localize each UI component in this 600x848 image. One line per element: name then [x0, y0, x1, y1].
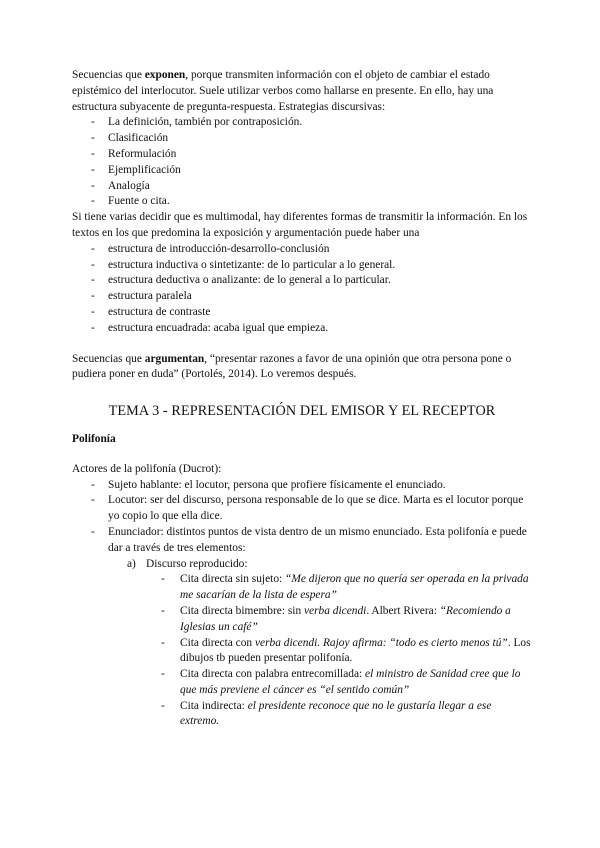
keyword-exponen: exponen — [144, 69, 186, 81]
list-item: - La definición, también por contraposición. — [72, 115, 532, 131]
paragraph-multimodal: Si tiene varias decidir que es multimodal, hay diferentes formas de transmitir la información. En los textos en los que predomina la exposición y argumentación puede haber una — [72, 211, 528, 239]
sublist-marker: a) — [127, 557, 136, 570]
strategies-list — [72, 115, 532, 210]
quote-types-list — [72, 572, 532, 730]
list-item: - Ejemplificación — [72, 163, 532, 179]
list-item: - estructura deductiva o analizante: de lo general a lo particular. — [72, 273, 532, 289]
subsection-heading: Polifonía — [72, 432, 116, 445]
list-item: - Sujeto hablante: el locutor, persona que profiere físicamente el enunciado. — [72, 478, 532, 494]
list-item: - Analogía — [72, 179, 532, 195]
paragraph-argumentan: Secuencias que argumentan, “presentar razones a favor de una opinión que otra persona pone o pudiera poner en duda” (Portolés, 2014). Lo veremos después. — [72, 352, 512, 381]
list-item: - Cita directa con palabra entrecomillada: el ministro de Sanidad cree que lo que más previene el cáncer es “el sentido común” — [72, 667, 532, 699]
list-item: - estructura encuadrada: acaba igual que empieza. — [72, 321, 532, 337]
document-page — [72, 68, 532, 730]
list-item: - estructura inductiva o sintetizante: de lo particular a lo general. — [72, 258, 532, 274]
list-item: - Cita directa bimembre: sin verba dicendi. Albert Rivera: “Recomiendo a Iglesias un café” — [72, 604, 532, 636]
list-item: - Cita directa sin sujeto: “Me dijeron que no quería ser operada en la privada me sacarían de la lista de espera” — [72, 572, 532, 604]
section-heading: TEMA 3 - REPRESENTACIÓN DEL EMISOR Y EL RECEPTOR — [108, 403, 496, 420]
actors-list — [72, 478, 532, 557]
list-item: - estructura paralela — [72, 289, 532, 305]
list-item: - Cita directa con verba dicendi. Rajoy afirma: “todo es cierto menos tú”. Los dibujos tb pueden presentar polifonía. — [72, 636, 532, 668]
list-item: - estructura de introducción-desarrollo-conclusión — [72, 242, 532, 258]
structures-list — [72, 242, 532, 337]
list-item: - Reformulación — [72, 147, 532, 163]
keyword-argumentan: argumentan — [144, 352, 205, 365]
list-item: - Fuente o cita. — [72, 194, 532, 210]
actors-intro: Actores de la polifonía (Ducrot): — [72, 462, 222, 475]
list-item: - Clasificación — [72, 131, 532, 147]
paragraph-exponen: Secuencias que exponen, porque transmiten información con el objeto de cambiar el estado epistémico del interlocutor. Suele utilizar verbos como hallarse en presente. En ello, hay una estructura subyacente de pregunta-respuesta. Estrategias discursivas: — [72, 69, 494, 113]
list-item: - Locutor: ser del discurso, persona responsable de lo que se dice. Marta es el locutor porque yo copio lo que ella dice. — [72, 493, 532, 525]
list-item: - Enunciador: distintos puntos de vista dentro de un mismo enunciado. Esta polifonía e puede dar a través de tres elementos: — [72, 525, 532, 557]
list-item: - estructura de contraste — [72, 305, 532, 321]
sublist-item-a: a) Discurso reproducido: — [72, 557, 532, 573]
list-item: - Cita indirecta: el presidente reconoce que no le gustaría llegar a ese extremo. — [72, 699, 532, 731]
